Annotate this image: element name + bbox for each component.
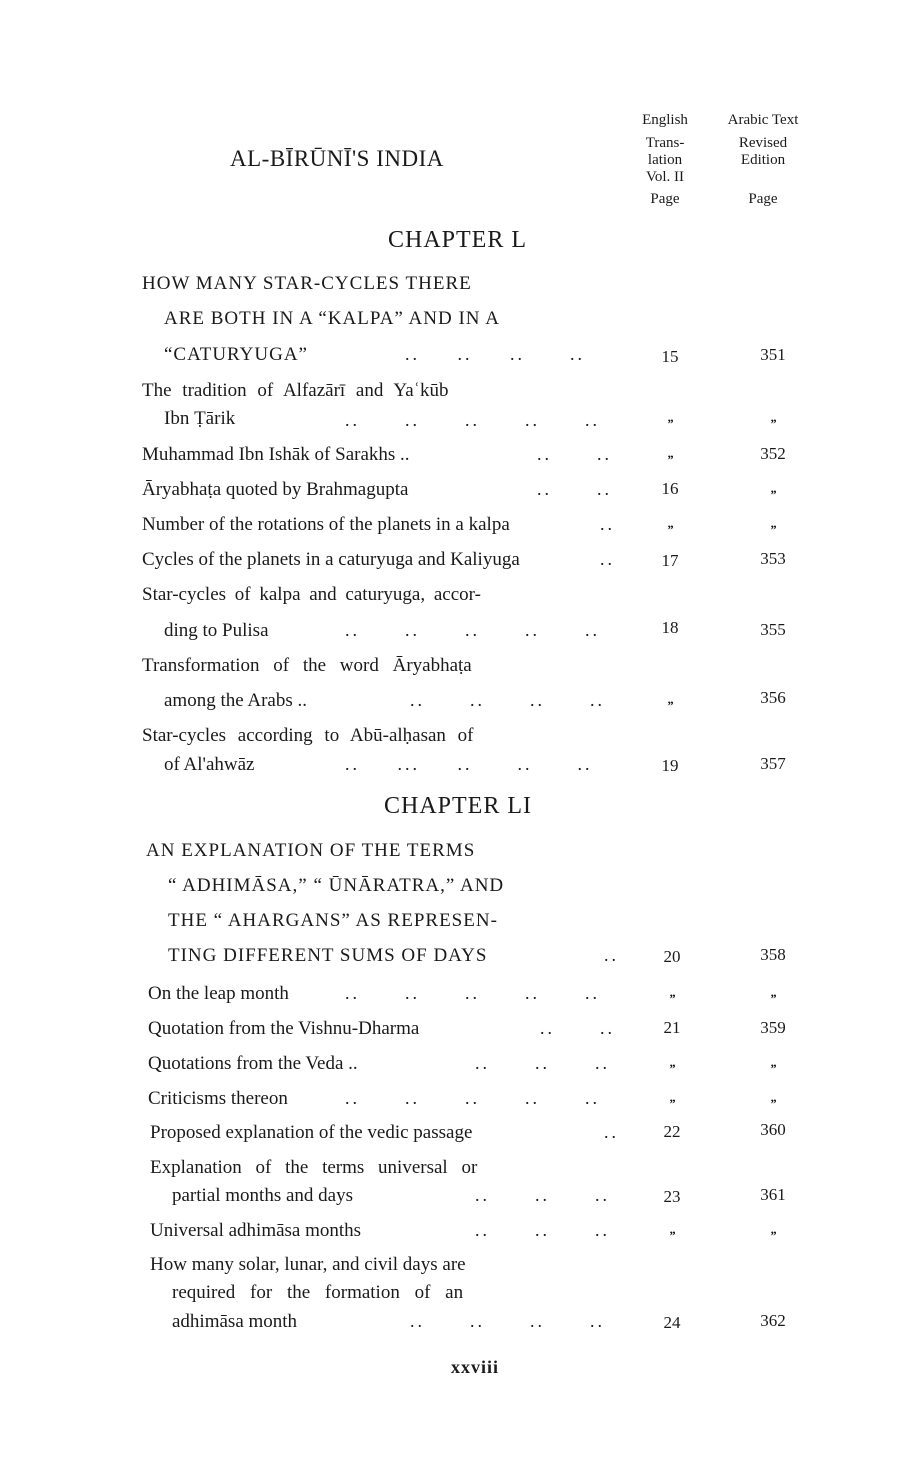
col2-line: Revised — [738, 135, 788, 151]
leader-dots: .. — [604, 1122, 619, 1142]
leader-dots: .. .. .. .. .. — [345, 410, 600, 430]
col2-line: Edition — [740, 152, 786, 168]
entry-line: “ ADHIMĀSA,” “ ŪNĀRATRA,” AND — [168, 875, 505, 896]
leader-dots: .. ... .. .. .. — [345, 754, 593, 774]
arabic-page: 361 — [760, 1185, 786, 1204]
translation-page: 16 — [661, 479, 679, 498]
column-header-arabic-text — [708, 112, 818, 208]
col2-page-label: Page — [748, 191, 778, 207]
leader-dots: .. .. .. .. .. — [345, 983, 600, 1003]
arabic-page: 357 — [760, 754, 786, 773]
leader-dots: .. .. .. — [475, 1220, 610, 1240]
arabic-page: ” — [769, 1228, 777, 1243]
arabic-page: ” — [769, 1061, 777, 1076]
translation-page: ” — [668, 1228, 676, 1243]
entry-line: Ibn Ṭārik — [164, 408, 236, 429]
entry-line: AN EXPLANATION OF THE TERMS — [146, 840, 476, 861]
entry-line: required for the formation of an — [172, 1282, 464, 1303]
leader-dots: .. .. .. — [475, 1185, 610, 1205]
arabic-page: 352 — [760, 444, 786, 463]
translation-page: 15 — [661, 347, 679, 366]
entry-line: Star-cycles of kalpa and caturyuga, accor- — [142, 584, 481, 605]
leader-dots: .. .. — [537, 479, 612, 499]
translation-page: 24 — [663, 1313, 681, 1332]
entry-line: On the leap month — [148, 983, 289, 1004]
entry-line: Cycles of the planets in a caturyuga and Kaliyuga — [142, 549, 520, 570]
col1-line: Trans- — [645, 135, 685, 151]
book-title: AL-BĪRŪNĪ'S INDIA — [230, 146, 444, 171]
arabic-page: 362 — [760, 1311, 786, 1330]
translation-page: 18 — [661, 618, 679, 637]
translation-page: ” — [666, 522, 674, 537]
leader-dots: .. .. — [537, 444, 612, 464]
leader-dots: .. — [604, 945, 619, 965]
arabic-page: 358 — [760, 945, 786, 964]
chapter-heading: CHAPTER LI — [384, 793, 532, 819]
arabic-page: 353 — [760, 549, 786, 568]
leader-dots: .. .. .. .. .. — [345, 1088, 600, 1108]
col1-line: Vol. II — [645, 169, 685, 185]
entry-line: Āryabhaṭa quoted by Brahmagupta — [142, 479, 409, 500]
translation-page: ” — [666, 416, 674, 431]
entry-line: partial months and days — [172, 1185, 353, 1206]
translation-page: 21 — [663, 1018, 681, 1037]
translation-page: ” — [668, 1061, 676, 1076]
entry-line: Quotation from the Vishnu-Dharma — [148, 1018, 420, 1039]
col2-line: Arabic Text — [727, 112, 799, 128]
page-number: xxviii — [451, 1357, 500, 1377]
entry-line: HOW MANY STAR-CYCLES THERE — [142, 273, 472, 294]
translation-page: 17 — [661, 551, 679, 570]
entry-line: among the Arabs .. — [164, 690, 308, 711]
entry-line: TING DIFFERENT SUMS OF DAYS — [168, 945, 488, 966]
col1-line: English — [642, 112, 688, 128]
chapter-heading: CHAPTER L — [388, 227, 528, 253]
entry-line: of Al'ahwāz — [164, 754, 255, 775]
entry-line: Criticisms thereon — [148, 1088, 288, 1109]
entry-line: ARE BOTH IN A “KALPA” AND IN A — [164, 308, 500, 329]
entry-line: Proposed explanation of the vedic passage — [150, 1122, 473, 1143]
entry-line: adhimāsa month — [172, 1311, 298, 1332]
entry-line: THE “ AHARGANS” AS REPRESEN- — [168, 910, 498, 931]
leader-dots: .. — [600, 549, 615, 569]
translation-page: 20 — [663, 947, 681, 966]
leader-dots: .. .. .. .. — [405, 344, 585, 364]
arabic-page: ” — [769, 416, 777, 431]
arabic-page: 356 — [760, 688, 786, 707]
arabic-page: 360 — [760, 1120, 786, 1139]
entry-line: The tradition of Alfazārī and Yaʿkūb — [142, 380, 449, 401]
arabic-page: 359 — [760, 1018, 786, 1037]
entry-line: “CATURYUGA” — [164, 344, 308, 365]
entry-line: Muhammad Ibn Ishāk of Sarakhs .. — [142, 444, 410, 465]
entry-line: Explanation of the terms universal or — [150, 1157, 478, 1178]
arabic-page: ” — [769, 1096, 777, 1111]
arabic-page: 351 — [760, 345, 786, 364]
leader-dots: .. — [600, 514, 615, 534]
entry-line: Universal adhimāsa months — [150, 1220, 362, 1241]
leader-dots: .. .. .. .. .. — [345, 620, 600, 640]
arabic-page: ” — [769, 487, 777, 502]
translation-page: 22 — [663, 1122, 681, 1141]
translation-page: ” — [666, 698, 674, 713]
entry-line: Number of the rotations of the planets in a kalpa — [142, 514, 510, 535]
entry-line: ding to Pulisa — [164, 620, 269, 641]
leader-dots: .. .. .. .. — [410, 690, 605, 710]
translation-page: 19 — [661, 756, 679, 775]
translation-page: ” — [666, 452, 674, 467]
translation-page: ” — [668, 991, 676, 1006]
col1-page-label: Page — [650, 191, 680, 207]
translation-page: 23 — [663, 1187, 681, 1206]
entry-line: Transformation of the word Āryabhaṭa — [142, 655, 472, 676]
arabic-page: ” — [769, 522, 777, 537]
leader-dots: .. .. — [540, 1018, 615, 1038]
column-header-english-translation — [630, 112, 700, 208]
entry-line: Quotations from the Veda .. — [148, 1053, 358, 1074]
entry-line: How many solar, lunar, and civil days are — [150, 1254, 466, 1275]
translation-page: ” — [668, 1096, 676, 1111]
leader-dots: .. .. .. .. — [410, 1311, 605, 1331]
arabic-page: ” — [769, 991, 777, 1006]
col1-line: lation — [647, 152, 683, 168]
entry-line: Star-cycles according to Abū-alḥasan of — [142, 725, 474, 746]
arabic-page: 355 — [760, 620, 786, 639]
leader-dots: .. .. .. — [475, 1053, 610, 1073]
